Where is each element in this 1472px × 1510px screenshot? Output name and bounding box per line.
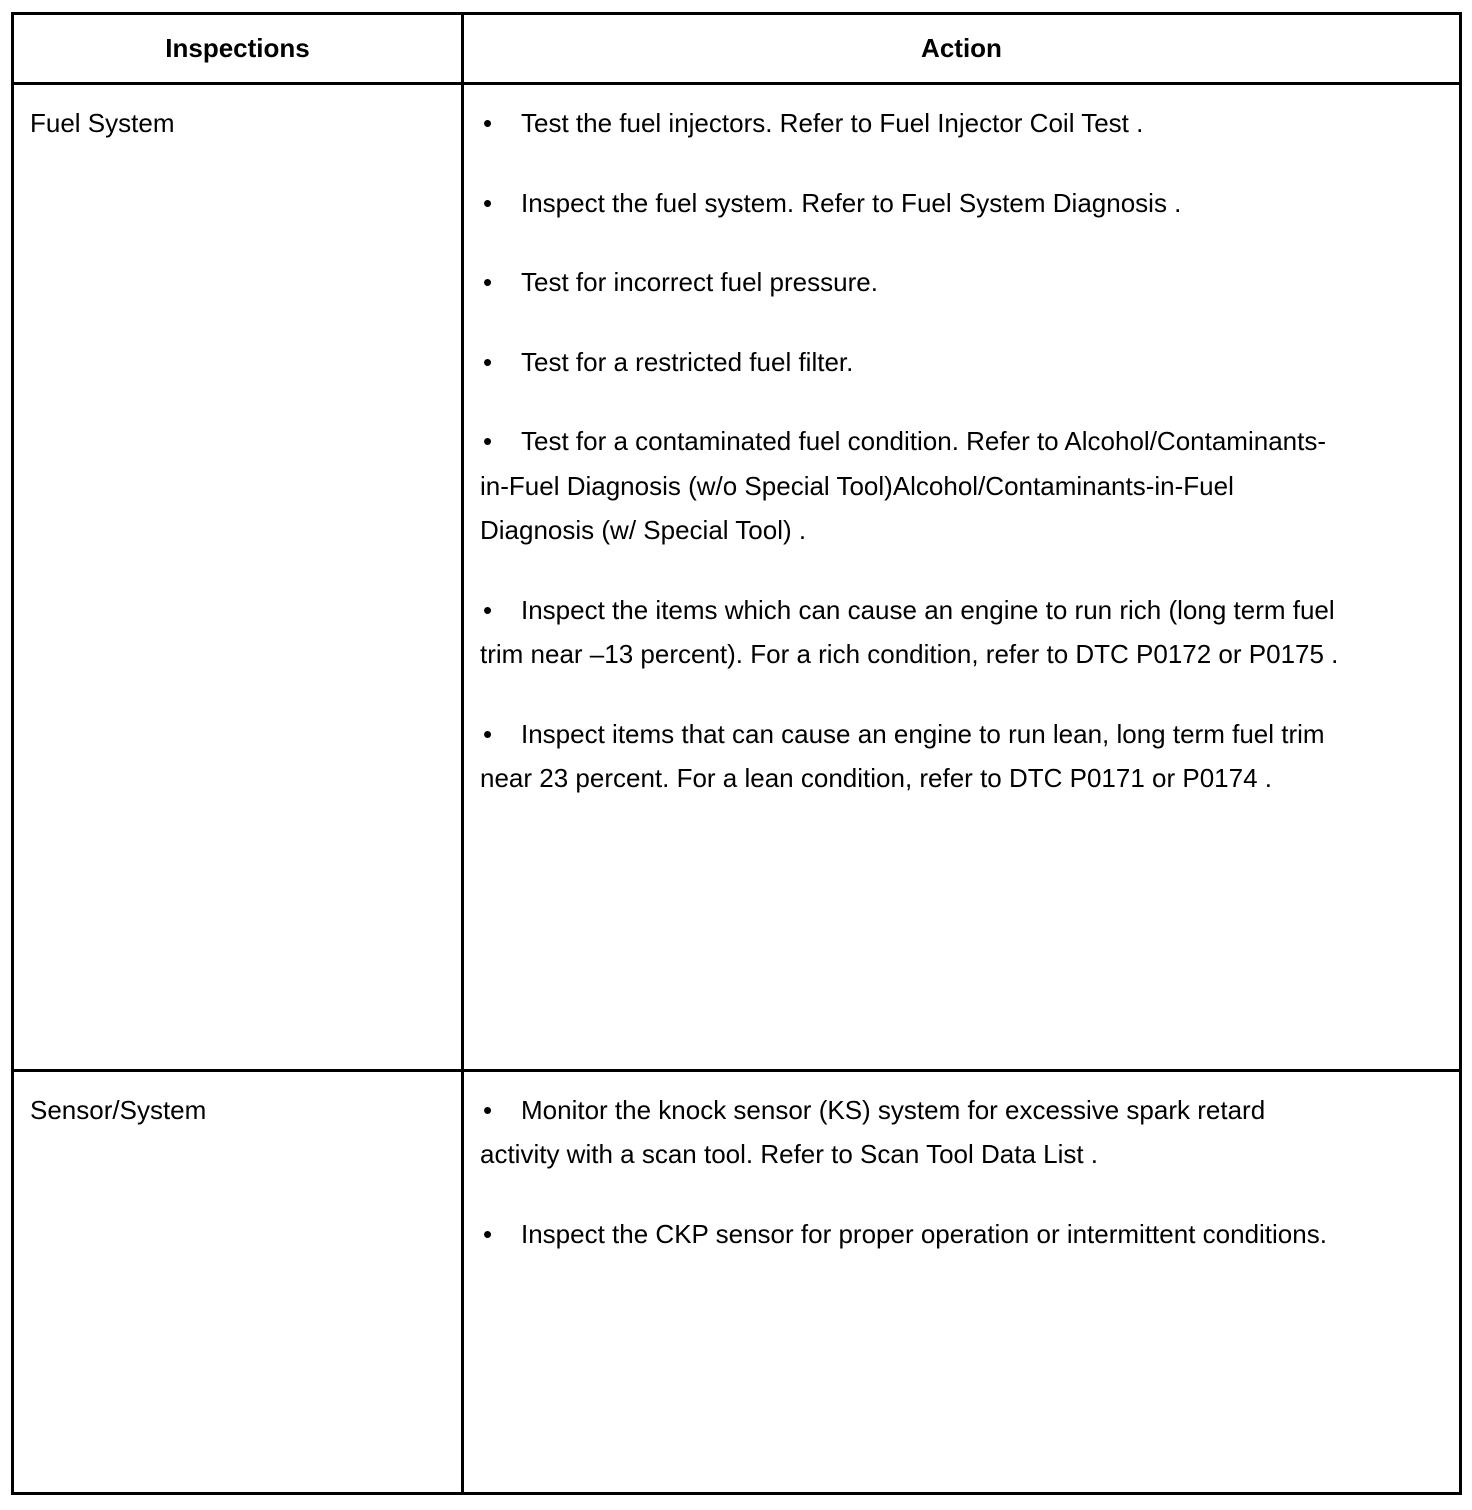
- bullet-icon: •: [483, 426, 493, 457]
- inspection-table: [11, 12, 1462, 1495]
- list-item: [480, 1088, 1339, 1177]
- list-item: [480, 181, 1339, 226]
- action-text: Monitor the knock sensor (KS) system for excessive spark retard activity with a scan tool. Refer to Scan Tool Data List .: [480, 1094, 1266, 1170]
- bullet-icon: •: [483, 718, 493, 749]
- list-item: [480, 1212, 1339, 1257]
- header-row: [13, 14, 1461, 84]
- bullet-icon: •: [483, 1218, 493, 1249]
- action-list: [480, 1088, 1339, 1257]
- bullet-icon: •: [483, 594, 493, 625]
- list-item: [480, 588, 1339, 677]
- list-item: [480, 712, 1339, 801]
- action-text: Inspect the CKP sensor for proper operation or intermittent conditions.: [521, 1218, 1327, 1249]
- list-item: [480, 101, 1339, 146]
- action-text: Test for a contaminated fuel condition. Refer to Alcohol/Contaminants-in-Fuel Diagnosis (w/o Special Tool)Alcohol/Contaminants-in-Fuel Diagnosis (w/ Special Tool) .: [480, 426, 1326, 546]
- bullet-icon: •: [483, 267, 493, 298]
- header-action: Action: [463, 14, 1461, 84]
- action-cell: [463, 1070, 1461, 1493]
- inspection-cell: Fuel System: [13, 84, 463, 1071]
- action-text: Inspect the fuel system. Refer to Fuel System Diagnosis .: [521, 187, 1182, 218]
- inspection-cell: Sensor/System: [13, 1070, 463, 1493]
- list-item: [480, 260, 1339, 305]
- action-list: [480, 101, 1339, 801]
- list-item: [480, 340, 1339, 385]
- list-item: [480, 419, 1339, 553]
- bullet-icon: •: [483, 1094, 493, 1125]
- bullet-icon: •: [483, 108, 493, 139]
- action-text: Test the fuel injectors. Refer to Fuel Injector Coil Test .: [521, 108, 1144, 139]
- bullet-icon: •: [483, 187, 493, 218]
- bullet-icon: •: [483, 346, 493, 377]
- header-inspections: Inspections: [13, 14, 463, 84]
- action-text: Test for incorrect fuel pressure.: [521, 267, 878, 298]
- action-text: Inspect the items which can cause an engine to run rich (long term fuel trim near –13 percent). For a rich condition, refer to DTC P0172 or P0175 .: [480, 594, 1339, 670]
- table-row-fuel-system: [13, 84, 1461, 1071]
- action-text: Inspect items that can cause an engine to run lean, long term fuel trim near 23 percent. For a lean condition, refer to DTC P0171 or P0174 .: [480, 718, 1325, 794]
- table-row-sensor-system: [13, 1070, 1461, 1493]
- action-cell: [463, 84, 1461, 1071]
- action-text: Test for a restricted fuel filter.: [521, 346, 854, 377]
